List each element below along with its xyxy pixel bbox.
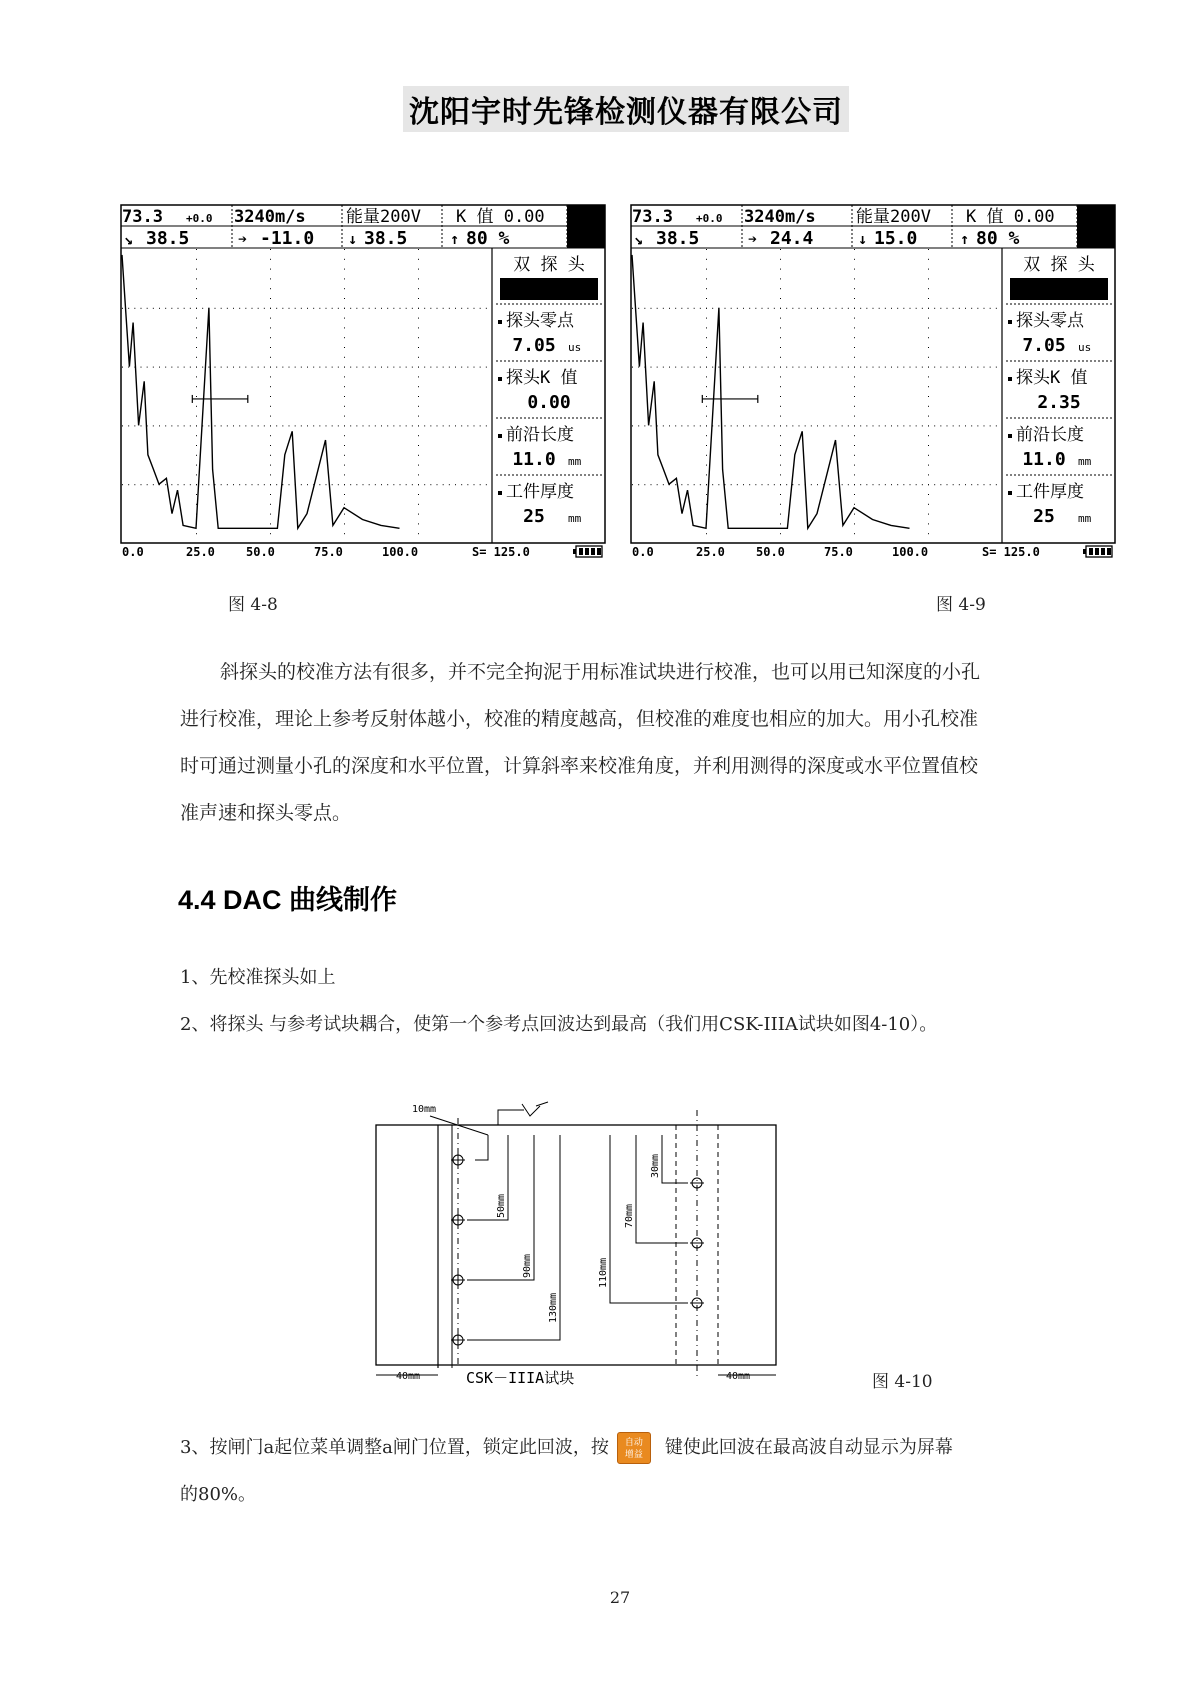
label-70mm: 70mm bbox=[624, 1203, 635, 1228]
workpiece-thickness-unit: mm bbox=[568, 512, 582, 525]
instrument-screen-fig-4-9 bbox=[630, 204, 1116, 570]
front-length-value: 11.0 bbox=[512, 449, 556, 470]
velocity-value: 3240m/s bbox=[744, 207, 816, 227]
probe-zero-bullet-icon bbox=[498, 320, 502, 324]
front-length-bullet-icon bbox=[1008, 434, 1012, 438]
horizontal-value: -11.0 bbox=[260, 228, 315, 249]
workpiece-thickness-label: 工件厚度 bbox=[1016, 482, 1084, 502]
amplitude-value: 80 % bbox=[466, 228, 510, 249]
probe-zero-unit: us bbox=[1078, 341, 1092, 354]
amplitude-value: 80 % bbox=[976, 228, 1020, 249]
auto-gain-key-icon: 自动 增益 bbox=[617, 1432, 651, 1464]
label-30mm: 30mm bbox=[650, 1153, 661, 1178]
amplitude-arrow-icon: ↑ bbox=[960, 230, 970, 248]
gain-offset: +0.0 bbox=[696, 212, 723, 225]
probe-k-label: 探头K 值 bbox=[1016, 368, 1088, 388]
horizontal-arrow-icon: ➔ bbox=[238, 230, 248, 248]
k-value-status: K 值 0.00 bbox=[966, 207, 1055, 227]
a-scan-display bbox=[630, 204, 1116, 570]
axis-tick-3: 75.0 bbox=[824, 545, 853, 559]
workpiece-thickness-label: 工件厚度 bbox=[506, 482, 574, 502]
mode-label-2: 头 bbox=[1088, 228, 1104, 246]
instrument-screen-fig-4-8 bbox=[120, 204, 606, 570]
axis-tick-0: 0.0 bbox=[122, 545, 144, 559]
dual-probe-label: 双 探 头 bbox=[513, 255, 585, 275]
amplitude-arrow-icon: ↑ bbox=[450, 230, 460, 248]
label-left-40mm: 40mm bbox=[396, 1371, 421, 1382]
dual-probe-value: OFF bbox=[534, 280, 564, 299]
front-length-bullet-icon bbox=[498, 434, 502, 438]
axis-scale: S= 125.0 bbox=[472, 545, 530, 559]
probe-zero-value: 7.05 bbox=[1022, 335, 1066, 356]
probe-zero-label: 探头零点 bbox=[1016, 311, 1084, 331]
a-scan-display bbox=[120, 204, 606, 570]
front-length-unit: mm bbox=[568, 455, 582, 468]
front-length-label: 前沿长度 bbox=[1016, 425, 1084, 445]
mode-label-2: 头 bbox=[578, 228, 594, 246]
probe-k-bullet-icon bbox=[1008, 377, 1012, 381]
axis-tick-1: 25.0 bbox=[696, 545, 725, 559]
workpiece-thickness-unit: mm bbox=[1078, 512, 1092, 525]
probe-k-value: 2.35 bbox=[1037, 392, 1081, 413]
probe-zero-unit: us bbox=[568, 341, 582, 354]
company-name: 沈阳宇时先锋检测仪器有限公司 bbox=[409, 95, 843, 130]
paragraph-line-2: 进行校准，理论上参考反射体越小，校准的精度越高，但校准的难度也相应的加大。用小孔校准 bbox=[180, 708, 979, 730]
body-paragraph bbox=[180, 649, 1080, 837]
paragraph-line-1: 斜探头的校准方法有很多，并不完全拘泥于用标准试块进行校准，也可以用已知深度的小孔 bbox=[220, 661, 981, 683]
gain-value: 73.3 bbox=[632, 207, 673, 227]
sound-path-value: 38.5 bbox=[146, 228, 190, 249]
horizontal-value: 24.4 bbox=[770, 228, 814, 249]
axis-tick-4: 100.0 bbox=[382, 545, 419, 559]
gain-value: 73.3 bbox=[122, 207, 163, 227]
caption-fig-4-9: 图 4-9 bbox=[936, 595, 986, 615]
label-90mm: 90mm bbox=[522, 1253, 533, 1278]
sound-path-value: 38.5 bbox=[656, 228, 700, 249]
front-length-unit: mm bbox=[1078, 455, 1092, 468]
axis-tick-2: 50.0 bbox=[756, 545, 785, 559]
energy-value: 能量200V bbox=[856, 207, 931, 227]
probe-zero-bullet-icon bbox=[1008, 320, 1012, 324]
depth-value: 15.0 bbox=[874, 228, 918, 249]
workpiece-thickness-value: 25 bbox=[523, 506, 545, 527]
sound-path-icon: ↘ bbox=[124, 230, 134, 248]
depth-arrow-icon: ↓ bbox=[348, 230, 358, 248]
label-right-40mm: 40mm bbox=[726, 1371, 751, 1382]
depth-value: 38.5 bbox=[364, 228, 408, 249]
step-3-text-after: 键使此回波在最高波自动显示为屏幕 bbox=[664, 1437, 953, 1458]
front-length-label: 前沿长度 bbox=[506, 425, 574, 445]
page-number: 27 bbox=[609, 1588, 631, 1607]
step-3 bbox=[180, 1432, 953, 1464]
axis-scale: S= 125.0 bbox=[982, 545, 1040, 559]
step-3-text-before: 3、按闸门a起位菜单调整a闸门位置，锁定此回波，按 bbox=[180, 1437, 609, 1458]
label-130mm: 130mm bbox=[548, 1292, 559, 1323]
workpiece-thickness-value: 25 bbox=[1033, 506, 1055, 527]
probe-zero-label: 探头零点 bbox=[506, 311, 574, 331]
block-name-label: CSK－IIIA试块 bbox=[466, 1369, 575, 1387]
company-header bbox=[403, 86, 849, 132]
axis-tick-0: 0.0 bbox=[632, 545, 654, 559]
axis-tick-3: 75.0 bbox=[314, 545, 343, 559]
mode-label-1: 探 bbox=[1088, 207, 1104, 225]
caption-fig-4-8: 图 4-8 bbox=[228, 595, 278, 615]
dual-probe-label: 双 探 头 bbox=[1023, 255, 1095, 275]
axis-tick-2: 50.0 bbox=[246, 545, 275, 559]
label-110mm: 110mm bbox=[598, 1257, 609, 1288]
axis-tick-4: 100.0 bbox=[892, 545, 929, 559]
label-50mm: 50mm bbox=[496, 1193, 507, 1218]
gain-offset: +0.0 bbox=[186, 212, 213, 225]
section-title: 4.4 DAC 曲线制作 bbox=[178, 885, 398, 915]
k-value-status: K 值 0.00 bbox=[456, 207, 545, 227]
workpiece-thickness-bullet-icon bbox=[498, 491, 502, 495]
axis-tick-1: 25.0 bbox=[186, 545, 215, 559]
dual-probe-value: OFF bbox=[1044, 280, 1074, 299]
step-3-continued: 的80%。 bbox=[180, 1484, 257, 1505]
paragraph-line-3: 时可通过测量小孔的深度和水平位置，计算斜率来校准角度，并利用测得的深度或水平位置值校 bbox=[180, 755, 979, 777]
energy-value: 能量200V bbox=[346, 207, 421, 227]
front-length-value: 11.0 bbox=[1022, 449, 1066, 470]
csk-iiia-block-diagram bbox=[370, 1098, 790, 1398]
step-1: 1、先校准探头如上 bbox=[180, 967, 336, 988]
probe-k-value: 0.00 bbox=[527, 392, 571, 413]
paragraph-line-4: 准声速和探头零点。 bbox=[180, 802, 352, 824]
probe-k-bullet-icon bbox=[498, 377, 502, 381]
probe-zero-value: 7.05 bbox=[512, 335, 556, 356]
probe-k-label: 探头K 值 bbox=[506, 368, 578, 388]
sound-path-icon: ↘ bbox=[634, 230, 644, 248]
depth-arrow-icon: ↓ bbox=[858, 230, 868, 248]
velocity-value: 3240m/s bbox=[234, 207, 306, 227]
workpiece-thickness-bullet-icon bbox=[1008, 491, 1012, 495]
step-2: 2、将探头 与参考试块耦合，使第一个参考点回波达到最高（我们用CSK-IIIA试块如图4-10）。 bbox=[180, 1014, 938, 1035]
mode-label-1: 探 bbox=[578, 207, 594, 225]
label-10mm: 10mm bbox=[412, 1104, 437, 1115]
caption-fig-4-10: 图 4-10 bbox=[872, 1372, 933, 1392]
horizontal-arrow-icon: ➔ bbox=[748, 230, 758, 248]
